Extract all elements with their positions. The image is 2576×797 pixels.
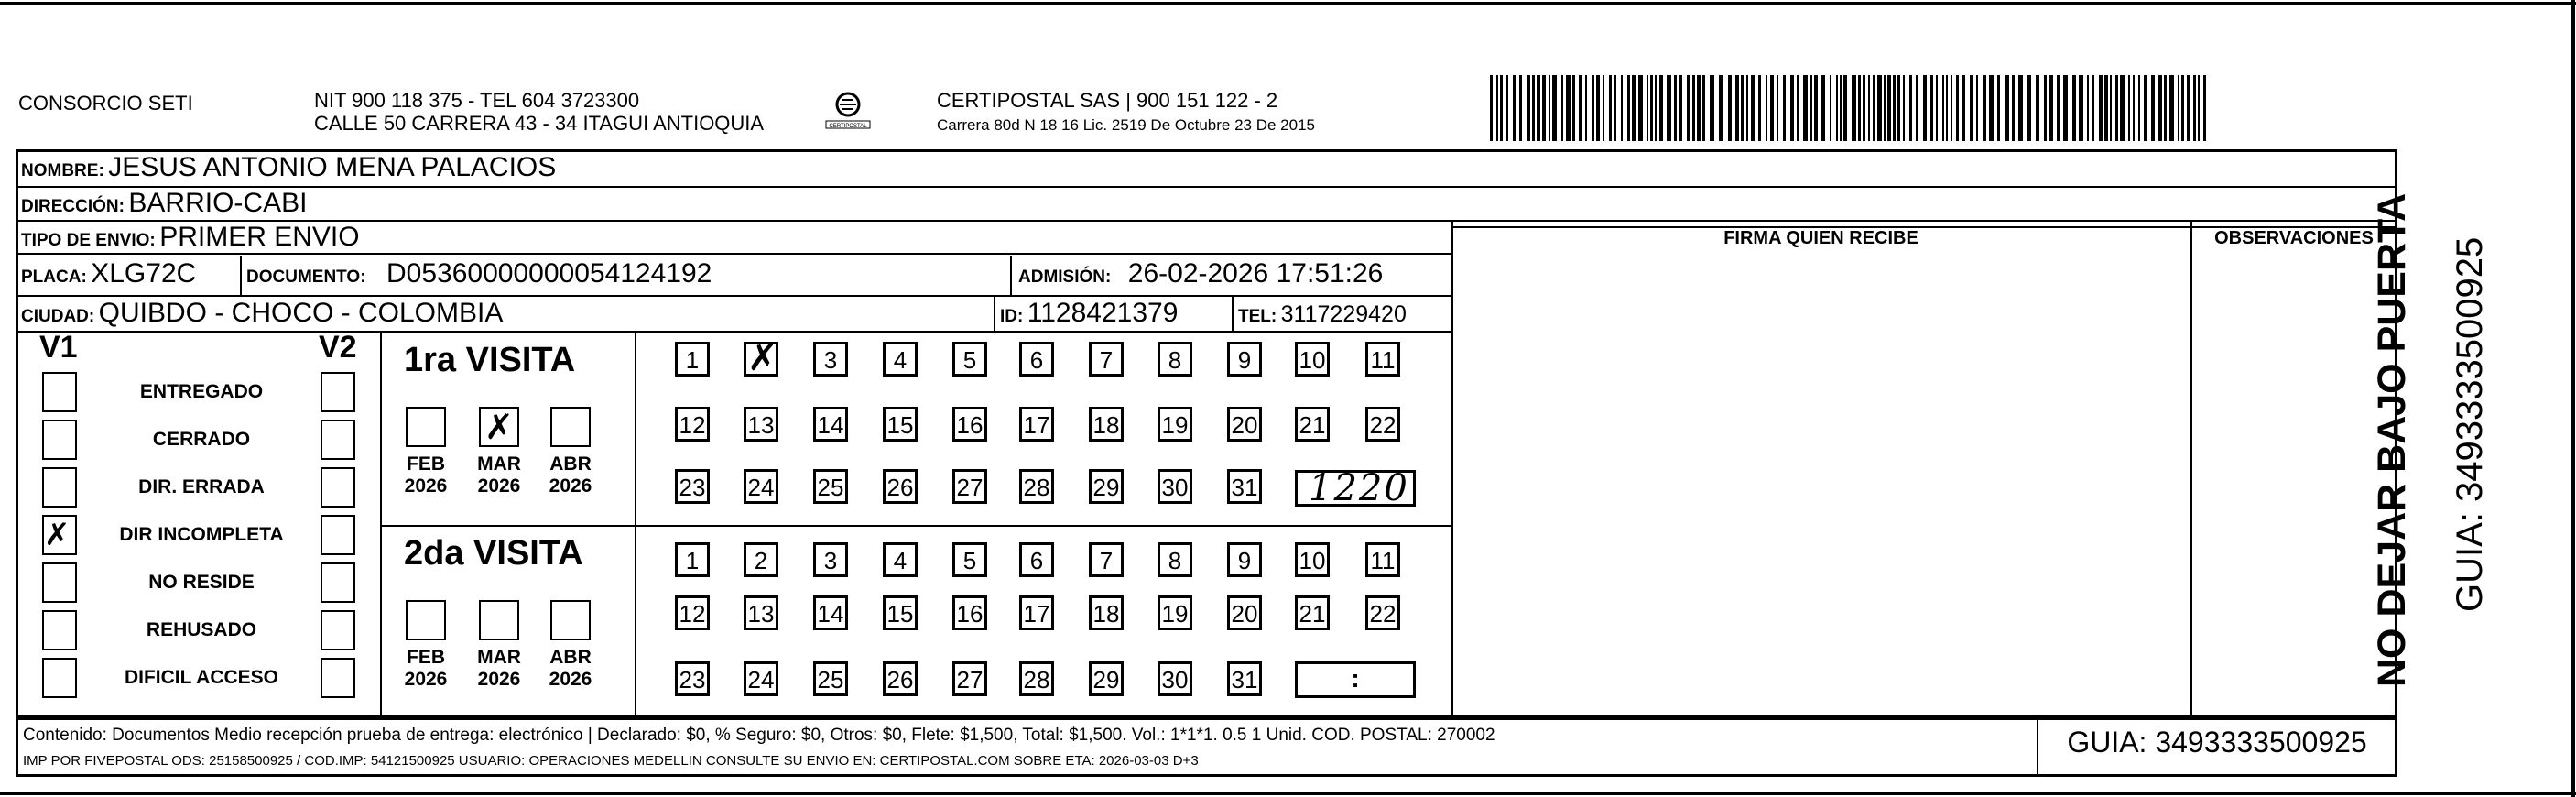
status-label: REHUSADO xyxy=(146,619,257,640)
direccion-label: DIRECCIÓN: xyxy=(21,197,125,216)
barcode xyxy=(1490,75,2213,141)
admision-label: ADMISIÓN: xyxy=(1018,267,1112,287)
first-visit-day-18[interactable]: 18 xyxy=(1089,407,1124,442)
month-label xyxy=(472,453,527,497)
observations-area[interactable] xyxy=(2195,257,2395,715)
first-visit-day-16[interactable]: 16 xyxy=(952,407,987,442)
v2-header: V2 xyxy=(319,330,357,365)
month-year: 2026 xyxy=(477,475,521,497)
nombre-label: NOMBRE: xyxy=(21,161,104,180)
footer-content-line: Contenido: Documentos Medio recepción prueba de entrega: electrónico | Declarado: $0, % Seguro: $0, Otros: $0, Flete: $1,500, Total: $1,500. Vol.: 1*1*1. 0.5 1 Unid. COD. POSTAL: 270002 xyxy=(23,726,1495,745)
second-visit-title: 2da VISITA xyxy=(404,534,583,573)
v2-checkbox[interactable] xyxy=(321,467,355,508)
ciudad-field xyxy=(21,298,503,329)
second-visit-day-21[interactable]: 21 xyxy=(1295,595,1330,630)
first-visit-day-25[interactable]: 25 xyxy=(813,469,848,504)
month-name: MAR xyxy=(477,453,521,475)
month-checkbox-mar[interactable] xyxy=(479,407,519,447)
top-border xyxy=(0,2,2576,5)
visit-divider xyxy=(635,525,1451,527)
license-line: Carrera 80d N 18 16 Lic. 2519 De Octubre 23 De 2015 xyxy=(937,116,1315,134)
row-line xyxy=(16,253,1451,255)
side-guia: GUIA: 3493333500925 xyxy=(2450,236,2490,612)
second-visit-day-4[interactable]: 4 xyxy=(883,542,918,577)
second-visit-day-11[interactable]: 11 xyxy=(1365,542,1400,577)
first-visit-title: 1ra VISITA xyxy=(404,341,576,379)
footer-print-line: IMP POR FIVEPOSTAL ODS: 25158500925 / COD.IMP: 54121500925 USUARIO: OPERACIONES MEDELLIN CONSULTE SU ENVIO EN: CERTIPOSTAL.COM SOBRE ETA: 2026-03-03 D+3 xyxy=(23,753,1199,769)
first-visit-day-4[interactable]: 4 xyxy=(883,342,918,377)
month-label xyxy=(543,453,598,497)
nombre-field xyxy=(21,152,556,183)
second-visit-day-2[interactable]: 2 xyxy=(744,542,778,577)
second-visit-day-13[interactable]: 13 xyxy=(744,595,778,630)
first-visit-day-24[interactable]: 24 xyxy=(744,469,778,504)
second-visit-day-27[interactable]: 27 xyxy=(952,661,987,696)
certipostal-line: CERTIPOSTAL SAS | 900 151 122 - 2 xyxy=(937,89,1278,112)
status-label: ENTREGADO xyxy=(139,381,264,402)
v2-checkbox[interactable] xyxy=(321,658,355,698)
signature-area[interactable] xyxy=(1456,257,2187,715)
status-label: DIFICIL ACCESO xyxy=(124,667,278,688)
month-checkbox-feb[interactable] xyxy=(406,407,446,447)
month-year: 2026 xyxy=(404,475,448,497)
second-visit-day-5[interactable]: 5 xyxy=(952,542,987,577)
v2-checkbox[interactable] xyxy=(321,372,355,412)
second-visit-day-12[interactable]: 12 xyxy=(675,595,710,630)
firma-header: FIRMA QUIEN RECIBE xyxy=(1723,228,1918,248)
status-label: DIR INCOMPLETA xyxy=(119,524,284,545)
first-visit-day-8[interactable]: 8 xyxy=(1158,342,1192,377)
placa-field xyxy=(21,258,196,289)
month-label xyxy=(472,647,527,691)
month-checkbox-abr[interactable] xyxy=(550,600,591,640)
id-value: 1128421379 xyxy=(1027,298,1179,328)
first-visit-day-14[interactable]: 14 xyxy=(813,407,848,442)
v2-checkbox[interactable] xyxy=(321,610,355,650)
col-line xyxy=(994,295,995,331)
first-visit-day-30[interactable]: 30 xyxy=(1158,469,1192,504)
nit-line: NIT 900 118 375 - TEL 604 3723300 xyxy=(314,89,640,112)
second-visit-day-14[interactable]: 14 xyxy=(813,595,848,630)
v1-header: V1 xyxy=(39,330,78,365)
second-visit-day-30[interactable]: 30 xyxy=(1158,661,1192,696)
month-year: 2026 xyxy=(549,669,592,690)
month-name: ABR xyxy=(549,647,592,668)
placa-value: XLG72C xyxy=(91,258,197,289)
month-label xyxy=(398,647,453,691)
month-checkbox-feb[interactable] xyxy=(406,600,446,640)
observaciones-header: OBSERVACIONES xyxy=(2214,228,2374,248)
second-visit-day-19[interactable]: 19 xyxy=(1158,595,1192,630)
first-visit-day-12[interactable]: 12 xyxy=(675,407,710,442)
col-line xyxy=(635,331,636,717)
second-visit-day-6[interactable]: 6 xyxy=(1019,542,1054,577)
id-field xyxy=(1000,298,1178,329)
tel-value: 3117229420 xyxy=(1280,301,1407,327)
second-visit-day-28[interactable]: 28 xyxy=(1019,661,1054,696)
first-visit-day-20[interactable]: 20 xyxy=(1227,407,1262,442)
first-visit-day-9[interactable]: 9 xyxy=(1227,342,1262,377)
first-visit-day-5[interactable]: 5 xyxy=(952,342,987,377)
month-name: FEB xyxy=(407,453,445,475)
ciudad-label: CIUDAD: xyxy=(21,307,95,326)
first-visit-day-28[interactable]: 28 xyxy=(1019,469,1054,504)
month-checkbox-mar[interactable] xyxy=(479,600,519,640)
col-line xyxy=(1451,220,1453,717)
first-visit-day-19[interactable]: 19 xyxy=(1158,407,1192,442)
ciudad-value: QUIBDO - CHOCO - COLOMBIA xyxy=(98,298,504,328)
col-line xyxy=(240,256,242,295)
first-visit-day-2[interactable] xyxy=(744,337,778,379)
row-line xyxy=(16,220,2397,222)
first-visit-day-27[interactable]: 27 xyxy=(952,469,987,504)
first-visit-day-22[interactable]: 22 xyxy=(1365,407,1400,442)
second-visit-day-15[interactable]: 15 xyxy=(883,595,918,630)
second-visit-day-24[interactable]: 24 xyxy=(744,661,778,696)
row-line xyxy=(16,186,2397,188)
second-visit-day-22[interactable]: 22 xyxy=(1365,595,1400,630)
month-label xyxy=(543,647,598,691)
side-warning: NO DEJAR BAJO PUERTA xyxy=(2370,192,2414,687)
second-visit-day-25[interactable]: 25 xyxy=(813,661,848,696)
v1-checkbox[interactable] xyxy=(42,610,77,650)
footer-guia: GUIA: 3493333500925 xyxy=(2067,726,2367,759)
v2-checkbox[interactable] xyxy=(321,515,355,555)
month-year: 2026 xyxy=(549,475,592,497)
second-visit-day-18[interactable]: 18 xyxy=(1089,595,1124,630)
checkmark: ✗ xyxy=(484,407,514,447)
second-visit-day-7[interactable]: 7 xyxy=(1089,542,1124,577)
status-label: NO RESIDE xyxy=(148,572,255,593)
v1-checkbox[interactable] xyxy=(42,562,77,603)
first-visit-time-box[interactable] xyxy=(1295,467,1416,509)
bottom-border xyxy=(0,792,2576,795)
first-visit-day-31[interactable]: 31 xyxy=(1227,469,1262,504)
address-line: CALLE 50 CARRERA 43 - 34 ITAGUI ANTIOQUIA xyxy=(314,112,765,135)
row-line xyxy=(16,295,1451,297)
svg-text:CERTIPOSTAL: CERTIPOSTAL xyxy=(829,124,867,129)
documento-value: D05360000000054124192 xyxy=(386,258,712,289)
second-visit-day-1[interactable]: 1 xyxy=(675,542,710,577)
checkmark: ✗ xyxy=(747,337,778,379)
month-year: 2026 xyxy=(404,669,448,690)
first-visit-day-10[interactable]: 10 xyxy=(1295,342,1330,377)
second-visit-day-31[interactable]: 31 xyxy=(1227,661,1262,696)
documento-label: DOCUMENTO: xyxy=(246,267,366,287)
month-checkbox-abr[interactable] xyxy=(550,407,591,447)
second-visit-time-box[interactable]: : xyxy=(1295,661,1416,698)
v1-checkbox[interactable] xyxy=(42,467,77,508)
v2-checkbox[interactable] xyxy=(321,420,355,460)
first-visit-day-15[interactable]: 15 xyxy=(883,407,918,442)
second-visit-day-9[interactable]: 9 xyxy=(1227,542,1262,577)
second-visit-day-10[interactable]: 10 xyxy=(1295,542,1330,577)
v1-checkbox[interactable] xyxy=(42,372,77,412)
first-visit-day-1[interactable]: 1 xyxy=(675,342,710,377)
first-visit-day-11[interactable]: 11 xyxy=(1365,342,1400,377)
direccion-field xyxy=(21,188,307,219)
first-visit-day-13[interactable]: 13 xyxy=(744,407,778,442)
status-label: DIR. ERRADA xyxy=(138,476,265,497)
second-visit-day-29[interactable]: 29 xyxy=(1089,661,1124,696)
nombre-value: JESUS ANTONIO MENA PALACIOS xyxy=(108,152,557,182)
first-visit-day-6[interactable]: 6 xyxy=(1019,342,1054,377)
first-visit-day-26[interactable]: 26 xyxy=(883,469,918,504)
v1-checkbox[interactable] xyxy=(42,658,77,698)
company-name: CONSORCIO SETI xyxy=(18,92,193,115)
col-line xyxy=(1010,256,1012,295)
first-visit-day-29[interactable]: 29 xyxy=(1089,469,1124,504)
v2-checkbox[interactable] xyxy=(321,562,355,603)
documento-field xyxy=(246,258,712,289)
month-year: 2026 xyxy=(477,669,521,690)
month-label xyxy=(398,453,453,497)
tipo-envio-value: PRIMER ENVIO xyxy=(159,222,360,252)
col-line xyxy=(380,331,382,717)
tel-field xyxy=(1238,301,1407,328)
first-visit-day-23[interactable]: 23 xyxy=(675,469,710,504)
second-visit-day-20[interactable]: 20 xyxy=(1227,595,1262,630)
first-visit-time-handwritten: 1220 xyxy=(1309,467,1409,509)
tipo-envio-field xyxy=(21,222,360,253)
first-visit-day-7[interactable]: 7 xyxy=(1089,342,1124,377)
row-line xyxy=(16,331,1451,333)
second-visit-day-3[interactable]: 3 xyxy=(813,542,848,577)
first-visit-day-21[interactable]: 21 xyxy=(1295,407,1330,442)
col-line xyxy=(1232,295,1234,331)
right-border xyxy=(2571,0,2575,797)
col-line xyxy=(2190,220,2192,717)
v1-checkbox[interactable] xyxy=(42,420,77,460)
direccion-value: BARRIO-CABI xyxy=(128,188,308,218)
tipo-envio-label: TIPO DE ENVIO: xyxy=(21,231,156,250)
second-visit-day-23[interactable]: 23 xyxy=(675,661,710,696)
month-name: MAR xyxy=(477,647,521,668)
id-label: ID: xyxy=(1000,307,1024,326)
certipostal-logo xyxy=(821,86,875,137)
v1-checkbox[interactable] xyxy=(42,515,77,555)
month-name: FEB xyxy=(407,647,445,668)
visit-divider xyxy=(380,525,635,527)
first-visit-day-17[interactable]: 17 xyxy=(1019,407,1054,442)
second-visit-day-16[interactable]: 16 xyxy=(952,595,987,630)
second-visit-day-26[interactable]: 26 xyxy=(883,661,918,696)
checkmark: ✗ xyxy=(44,517,71,553)
placa-label: PLACA: xyxy=(21,267,87,287)
second-visit-day-8[interactable]: 8 xyxy=(1158,542,1192,577)
tel-label: TEL: xyxy=(1238,307,1277,326)
admision-value: 26-02-2026 17:51:26 xyxy=(1127,258,1384,289)
status-label: CERRADO xyxy=(152,429,251,450)
month-name: ABR xyxy=(549,453,592,475)
second-visit-day-17[interactable]: 17 xyxy=(1019,595,1054,630)
first-visit-day-3[interactable]: 3 xyxy=(813,342,848,377)
admision-field xyxy=(1018,258,1383,289)
